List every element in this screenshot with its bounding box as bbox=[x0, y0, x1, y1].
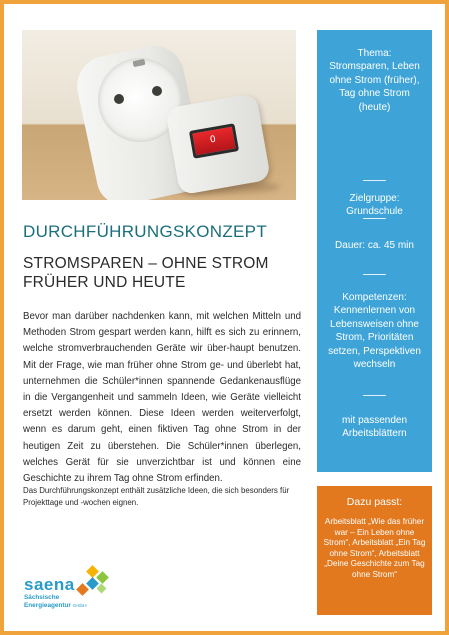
logo-square-blue bbox=[86, 577, 99, 590]
logo-square-yellow bbox=[86, 565, 99, 578]
socket-adapter-photo bbox=[22, 30, 296, 200]
info-duration: Dauer: ca. 45 min bbox=[335, 240, 414, 251]
related-materials-list: Arbeitsblatt „Wie das früher war – Ein Leben ohne Strom“, Arbeitsblatt „Ein Tag ohne Strom“, Arbeitsblatt „Deine Geschichte zum Tag ohne Strom“ bbox=[323, 517, 426, 579]
info-divider-2 bbox=[363, 218, 386, 219]
document-heading: DURCHFÜHRUNGSKONZEPT bbox=[23, 222, 267, 241]
logo-suffix: GmbH bbox=[72, 604, 87, 610]
saena-wordmark: saena bbox=[24, 575, 75, 594]
info-audience: Zielgruppe: Grundschule bbox=[346, 193, 403, 218]
saena-subtitle bbox=[24, 594, 144, 611]
pin-hole-left bbox=[114, 94, 124, 104]
info-sidebar bbox=[317, 30, 432, 472]
switch-symbol: 0 bbox=[209, 134, 217, 146]
subheading-line-2: FRÜHER UND HEUTE bbox=[23, 274, 186, 291]
info-divider-3 bbox=[363, 274, 386, 275]
related-materials-box bbox=[317, 486, 432, 615]
logo-line-1: Sächsische bbox=[24, 594, 60, 601]
logo-line-2-text: Energieagentur bbox=[24, 602, 71, 610]
body-paragraph: Bevor man darüber nachdenken kann, mit welchen Mitteln und Methoden Strom gespart werden kann, hilft es sich zu erinnern, welche stromverbrauchenden Geräte wir über-haupt benutzen. Mit der Frage, wie man früher ohne Strom ge- und überlebt hat, unternehmen die Schüler*innen spannende Gedankenausflüge in die Vergangenheit und sammeln Ideen, wie Geräte vielleicht ersetzt werden können. Diese Ideen werden weiterverfolgt, wenn es darum geht, einen fiktiven Tag ohne Strom in der heutigen Zeit zu überstehen. Die Schüler*innen überlegen, welches Gerät für sie unverzichtbar ist und können eine Geschichte zu ihrem Tag ohne Strom erfinden. bbox=[23, 311, 301, 485]
related-materials-title: Dazu passt: bbox=[346, 496, 403, 508]
logo-line-2 bbox=[24, 602, 144, 611]
info-divider-4 bbox=[363, 395, 386, 396]
info-topic: Thema: Stromsparen, Leben ohne Strom (früher), Tag ohne Strom (heute) bbox=[329, 48, 420, 113]
info-skills: Kompetenzen: Kennenlernen von Lebensweisen ohne Strom, Prioritäten setzen, Perspektiven wechseln bbox=[328, 292, 421, 371]
subheading-line-1: STROMSPAREN – OHNE STROM bbox=[23, 255, 269, 272]
pin-hole-right bbox=[152, 86, 162, 96]
note-paragraph: Das Durchführungskonzept enthält zusätzliche Ideen, die sich besonders für Projekttage und -wochen eignen. bbox=[23, 486, 290, 508]
logo-square-light-green bbox=[97, 584, 107, 594]
logo-square-green bbox=[96, 571, 109, 584]
info-materials: mit passenden Arbeitsblättern bbox=[341, 415, 408, 440]
document-subheading bbox=[23, 254, 303, 292]
